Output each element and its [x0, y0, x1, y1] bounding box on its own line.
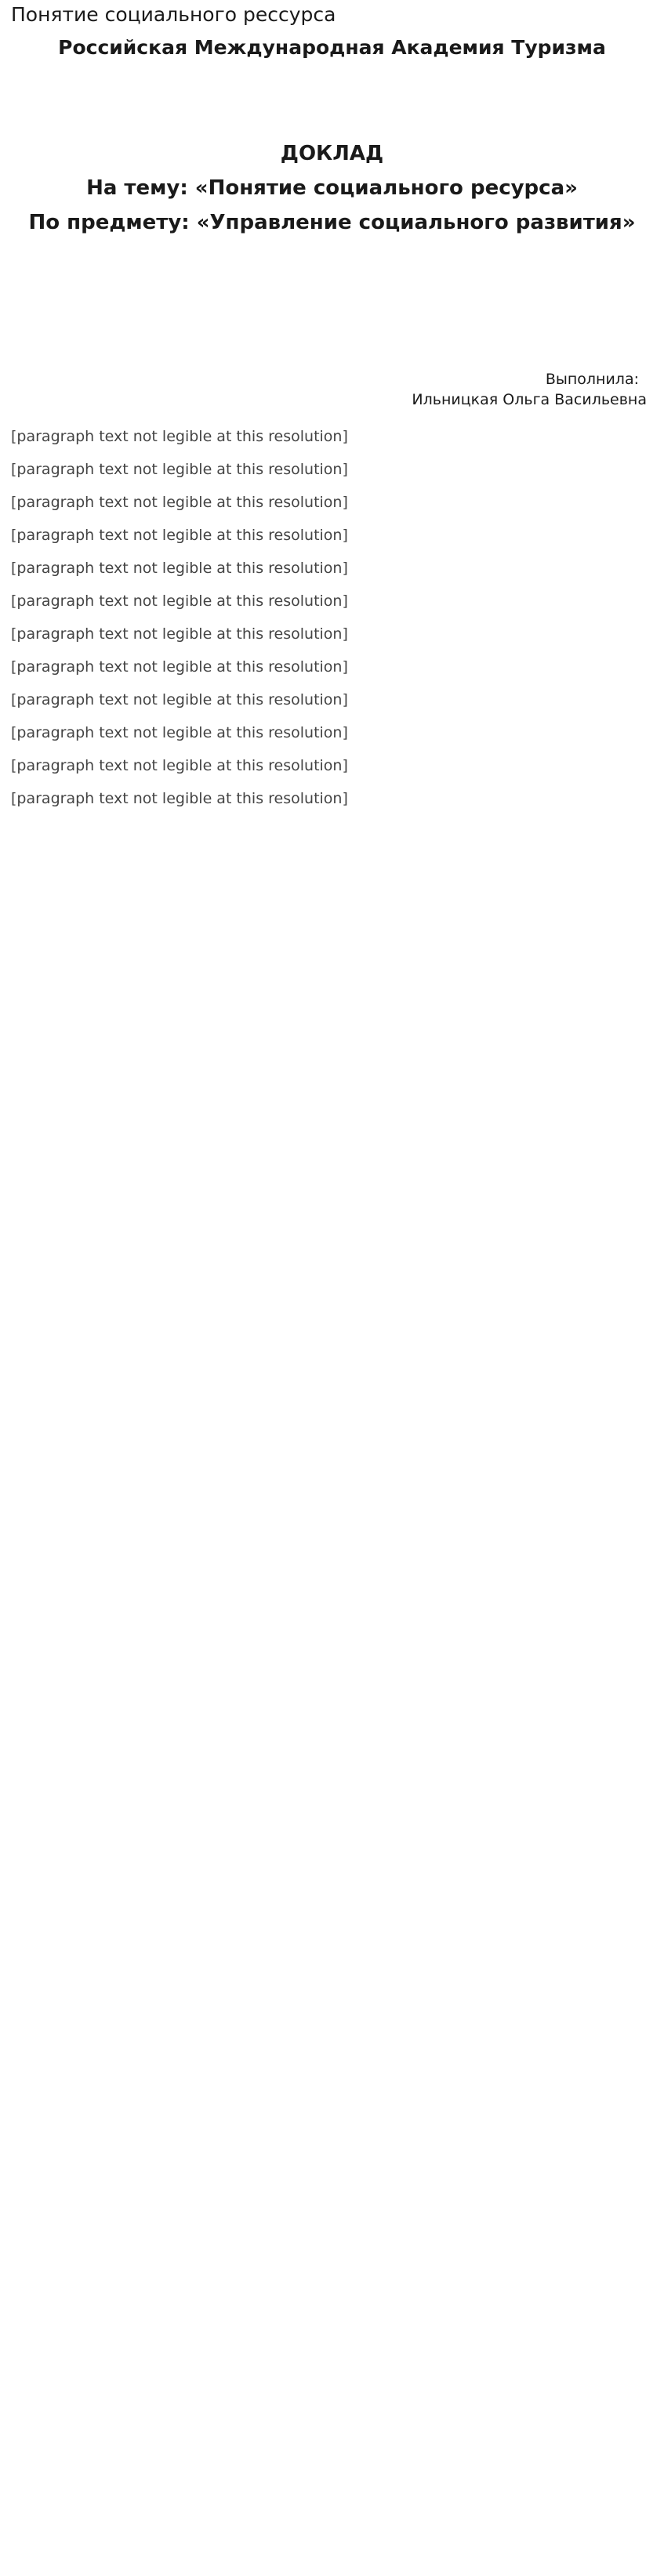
signature-block [11, 369, 653, 410]
body-paragraph: [paragraph text not legible at this resolution] [11, 560, 348, 577]
report-topic: На тему: «Понятие социального ресурса» [86, 176, 578, 200]
signature-name: Ильницкая Ольга Васильевна [412, 391, 647, 408]
signature-role: Выполнила: [545, 371, 639, 388]
body-paragraph: [paragraph text not legible at this resolution] [11, 527, 348, 544]
body-paragraph: [paragraph text not legible at this resolution] [11, 494, 348, 511]
body-paragraph: [paragraph text not legible at this resolution] [11, 790, 348, 807]
document-body [11, 426, 653, 810]
body-paragraph: [paragraph text not legible at this resolution] [11, 658, 348, 676]
report-subject: По предмету: «Управление социального развития» [28, 211, 636, 234]
body-paragraph: [paragraph text not legible at this resolution] [11, 428, 348, 445]
body-paragraph: [paragraph text not legible at this resolution] [11, 461, 348, 478]
body-paragraph: [paragraph text not legible at this resolution] [11, 724, 348, 741]
body-paragraph: [paragraph text not legible at this resolution] [11, 691, 348, 708]
report-title-block [11, 136, 653, 240]
report-kind: ДОКЛАД [280, 142, 384, 165]
body-paragraph: [paragraph text not legible at this resolution] [11, 592, 348, 610]
body-paragraph: [paragraph text not legible at this resolution] [11, 625, 348, 643]
academy-name: Российская Международная Академия Туризма [58, 36, 606, 59]
document-header-title: Понятие социального рессурса [11, 3, 336, 26]
body-paragraph: [paragraph text not legible at this resolution] [11, 757, 348, 774]
